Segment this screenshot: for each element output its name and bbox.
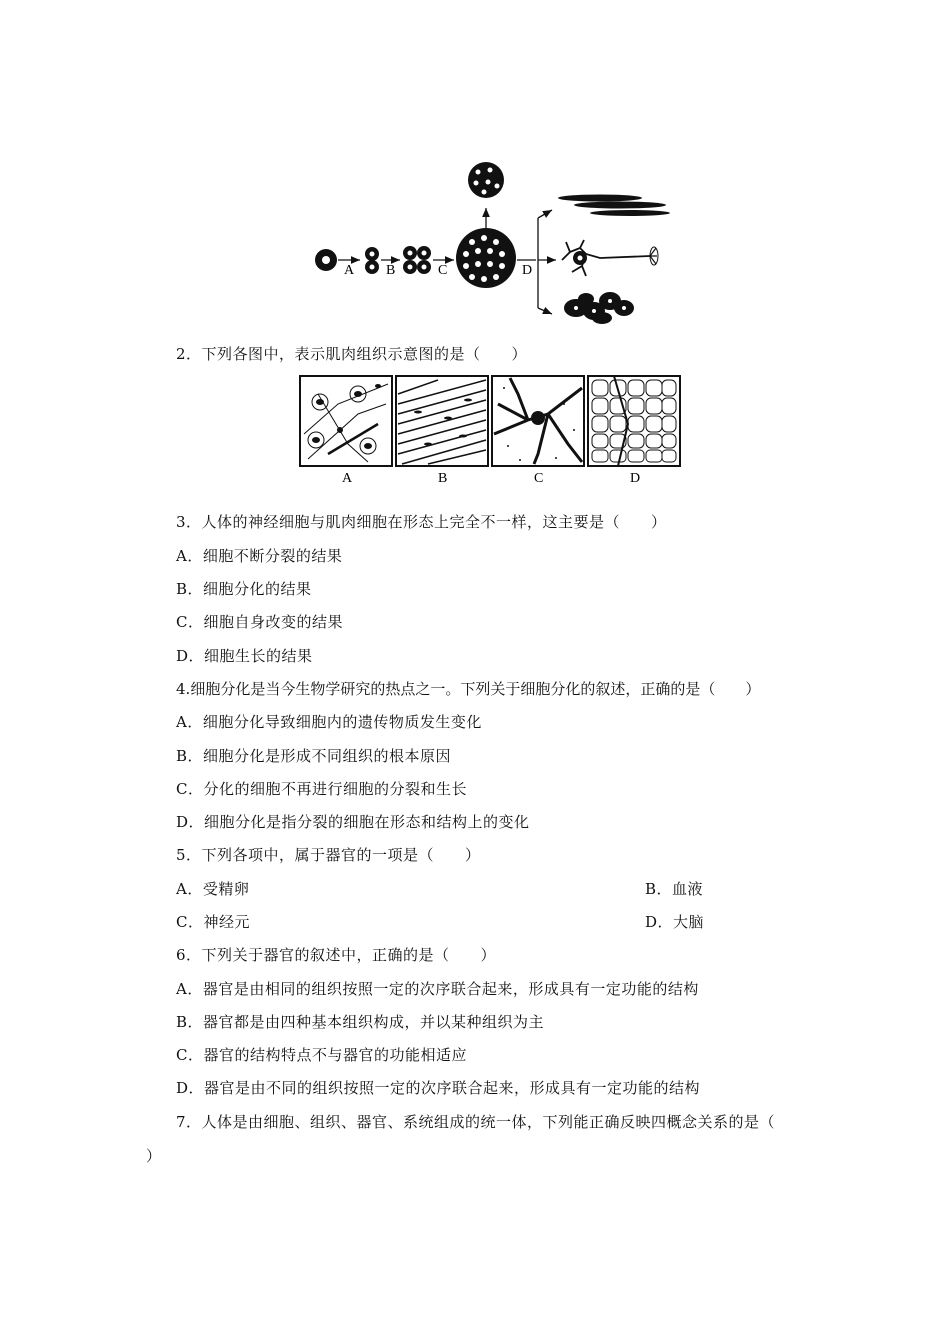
panel-label-a: A [342, 471, 353, 486]
question-stem: 人体的神经细胞与肌肉细胞在形态上完全不一样，这主要是（ ） [201, 513, 667, 531]
cell-differentiation-figure [300, 158, 700, 328]
question-4 [176, 679, 760, 699]
tissue-panels-figure [298, 374, 688, 486]
question-6 [176, 945, 496, 965]
question-7-continuation: ） [146, 1147, 162, 1165]
panel-label-d: D [630, 471, 641, 486]
single-cell-icon [315, 249, 337, 271]
option-4c: C．分化的细胞不再进行细胞的分裂和生长 [176, 780, 467, 798]
option-6c: C．器官的结构特点不与器官的功能相适应 [176, 1046, 467, 1064]
option-3d: D．细胞生长的结果 [176, 647, 313, 665]
panel-label-b: B [438, 471, 448, 486]
tissue-panel-b [396, 376, 488, 466]
option-5d: D．大脑 [645, 913, 705, 931]
option-6a: A．器官是由相同的组织按照一定的次序联合起来，形成具有一定功能的结构 [176, 980, 699, 998]
option-3b: B．细胞分化的结果 [176, 580, 312, 598]
option-5c: C．神经元 [176, 913, 250, 931]
option-6d: D．器官是由不同的组织按照一定的次序联合起来，形成具有一定功能的结构 [176, 1079, 701, 1097]
tissue-panel-c [492, 376, 584, 466]
tissue-panel-a [300, 376, 392, 466]
neuron-icon [562, 240, 658, 276]
option-4a: A．细胞分化导致细胞内的遗传物质发生变化 [176, 713, 482, 731]
option-3c: C．细胞自身改变的结果 [176, 613, 343, 631]
question-number: 7． [176, 1113, 202, 1131]
question-number: 3． [176, 513, 202, 531]
arrow-label-c: C [438, 263, 448, 278]
arrow-label-b: B [386, 263, 396, 278]
panel-label-c: C [534, 471, 544, 486]
question-number: 6． [176, 946, 202, 964]
question-3 [176, 512, 667, 532]
cell-mass-icon [456, 228, 516, 288]
option-4d: D．细胞分化是指分裂的细胞在形态和结构上的变化 [176, 813, 530, 831]
two-cell-icon [365, 247, 379, 274]
question-stem: 下列各图中，表示肌肉组织示意图的是（ ） [201, 345, 528, 363]
four-cell-icon [403, 246, 431, 274]
question-stem: 人体是由细胞、组织、器官、系统组成的统一体，下列能正确反映四概念关系的是（ [201, 1113, 776, 1131]
cell-cluster-icon [468, 162, 504, 198]
question-stem: 下列关于器官的叙述中，正确的是（ ） [201, 946, 497, 964]
question-number: 4. [176, 680, 191, 698]
arrow-label-d: D [522, 263, 533, 278]
question-stem: 下列各项中，属于器官的一项是（ ） [201, 846, 481, 864]
question-7 [176, 1112, 775, 1132]
option-3a: A．细胞不断分裂的结果 [176, 547, 343, 565]
question-2 [176, 344, 527, 364]
arrow-label-a: A [344, 263, 355, 278]
muscle-cells-icon [558, 195, 670, 217]
option-5a: A．受精卵 [176, 880, 250, 898]
question-number: 5． [176, 846, 202, 864]
option-4b: B．细胞分化是形成不同组织的根本原因 [176, 747, 452, 765]
option-5b: B．血液 [645, 880, 704, 898]
question-5 [176, 845, 481, 865]
question-stem: 细胞分化是当今生物学研究的热点之一。下列关于细胞分化的叙述，正确的是（ ） [190, 680, 761, 698]
tissue-panel-d [588, 376, 680, 466]
option-6b: B．器官都是由四种基本组织构成，并以某种组织为主 [176, 1013, 545, 1031]
question-number: 2． [176, 345, 202, 363]
